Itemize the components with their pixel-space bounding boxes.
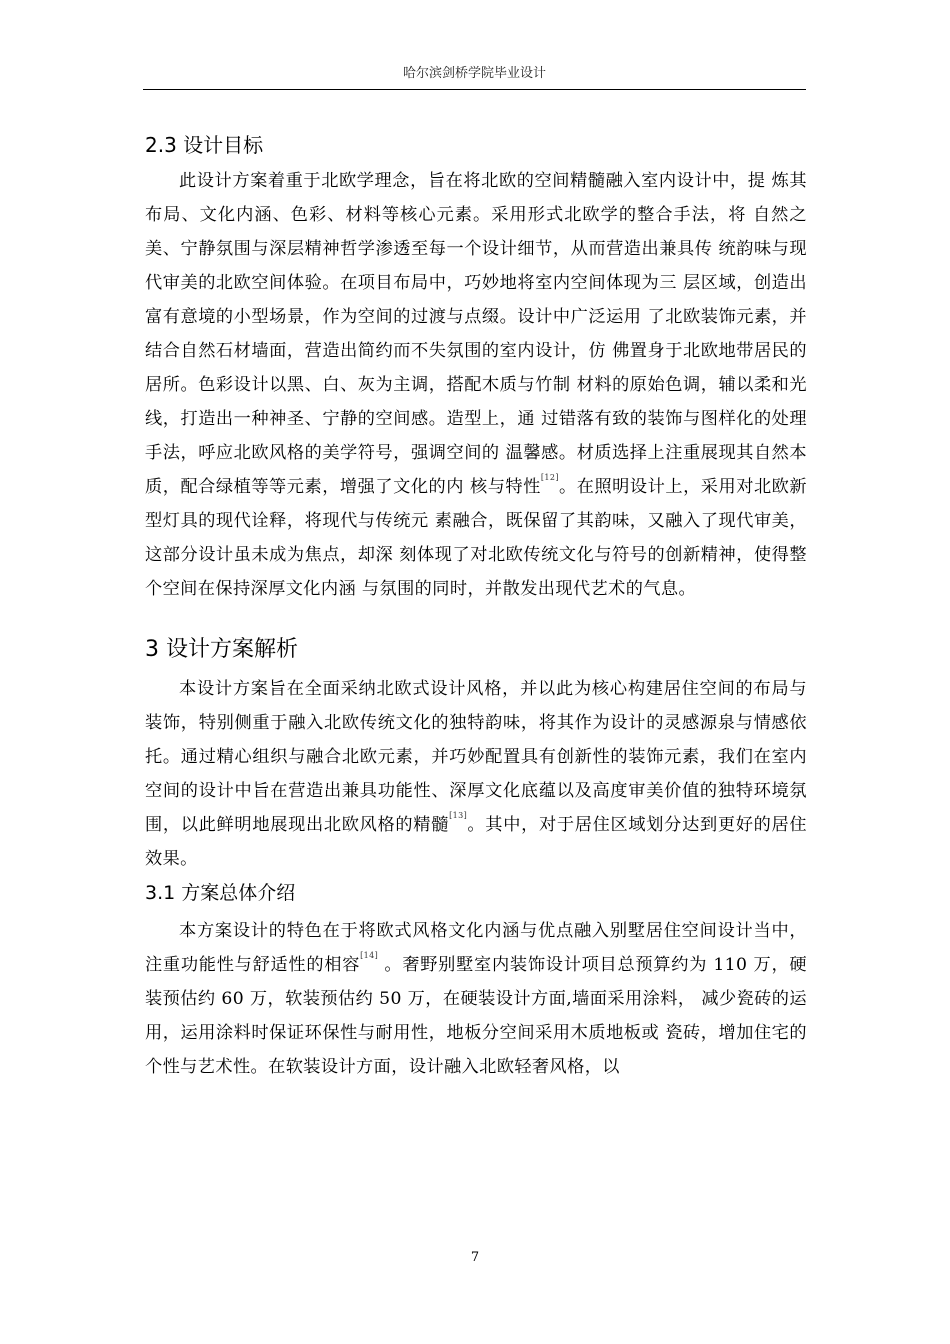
running-header: 哈尔滨剑桥学院毕业设计: [402, 66, 546, 81]
section-heading-2-3: 2.3 设计目标: [145, 133, 264, 157]
paragraph-overview: [145, 914, 807, 1084]
paragraph-text: 。其中，对于居住区域划分达到更好的居住效果。: [145, 815, 807, 869]
citation-ref-12[interactable]: [12]: [540, 473, 559, 482]
paragraph-text: 本设计方案旨在全面采纳北欧式设计风格，并以此为核心构建居住空间的布局与装饰，特别侧重于融入北欧传统文化的独特韵味，将其作为设计的灵感源泉与情感依托。通过精心组织与融合北欧元素，并巧妙配置具有创新性的装饰元素，我们在室内空间的设计中旨在营造出兼具功能性、深厚文化底蕴以及高度审美价值的独特环境氛围，以此鲜明地展现出北欧风格的精髓: [145, 679, 807, 835]
section-heading-3: 3 设计方案解析: [145, 637, 298, 662]
paragraph-text: 此设计方案着重于北欧学理念，旨在将北欧的空间精髓融入室内设计中，提 炼其布局、文化内涵、色彩、材料等核心元素。采用形式北欧学的整合手法，将 自然之美、宁静氛围与深层精神哲学渗透至每一个设计细节，从而营造出兼具传 统韵味与现代审美的北欧空间体验。在项目布局中，巧妙地将室内空间体现为三 层区域，创造出富有意境的小型场景，作为空间的过渡与点缀。设计中广泛运用 了北欧装饰元素，并结合自然石材墙面，营造出简约而不失氛围的室内设计，仿 佛置身于北欧地带居民的居所。色彩设计以黑、白、灰为主调，搭配木质与竹制 材料的原始色调，辅以柔和光线，打造出一种神圣、宁静的空间感。造型上，通 过错落有致的装饰与图样化的处理手法，呼应北欧风格的美学符号，强调空间的 温馨感。材质选择上注重展现其自然本质，配合绿植等等元素，增强了文化的内 核与特性: [145, 171, 807, 497]
citation-ref-13[interactable]: [13]: [449, 811, 468, 820]
paragraph-text: 。奢野别墅室内装饰设计项目总预算约为 110 万，硬装预估约 60 万，软装预估约 50 万，在硬装设计方面,墙面采用涂料， 减少瓷砖的运用，运用涂料时保证环保性与耐用性，地板分空间采用木质地板或 瓷砖，增加住宅的个性与艺术性。在软装设计方面，设计融入北欧轻奢风格，以: [145, 955, 807, 1077]
paragraph-text: 本方案设计的特色在于将欧式风格文化内涵与优点融入别墅居住空间设计当中，注重功能性与舒适性的相容: [145, 921, 807, 975]
citation-ref-14[interactable]: [14]: [360, 951, 379, 960]
header-rule: [143, 89, 806, 90]
paragraph-design-goals: [145, 164, 807, 606]
page-number: 7: [470, 1250, 480, 1265]
paragraph-design-analysis: [145, 672, 807, 876]
paragraph-text: 。在照明设计上，采用对北欧新型灯具的现代诠释，将现代与传统元 素融合，既保留了其韵味，又融入了现代审美，这部分设计虽未成为焦点，却深 刻体现了对北欧传统文化与符号的创新精神，使得整个空间在保持深厚文化内涵 与氛围的同时，并散发出现代艺术的气息。: [145, 477, 807, 599]
section-heading-3-1: 3.1 方案总体介绍: [145, 882, 296, 904]
